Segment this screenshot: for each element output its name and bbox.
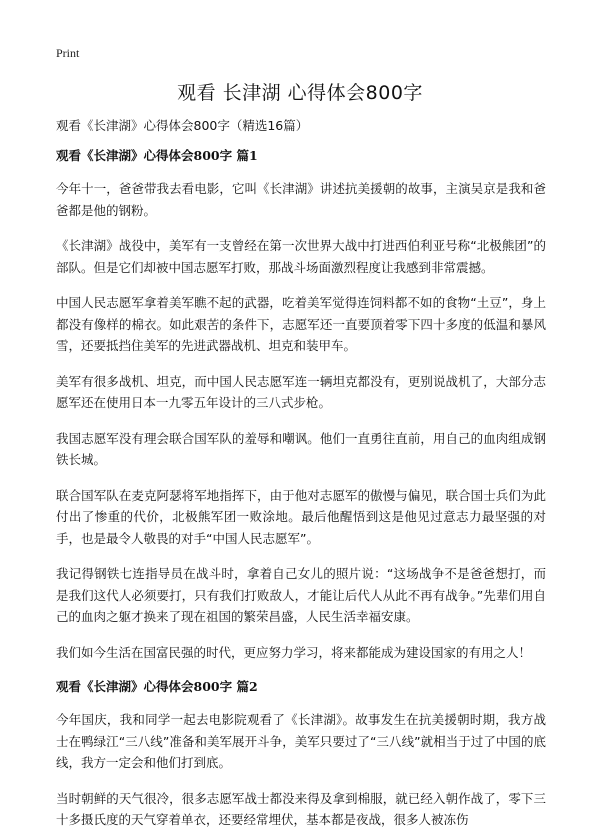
paragraph: 中国人民志愿军拿着美军瞧不起的武器，吃着美军觉得连饲料都不如的食物“土豆”，身上都没有像样的棉衣。如此艰苦的条件下，志愿军还一直要顶着零下四十多度的低温和暴风雪，还要抵挡住美军的先进武器战机、坦克和装甲车。 <box>56 295 546 353</box>
paragraph: 我记得钢铁七连指导员在战斗时，拿着自己女儿的照片说：“这场战争不是爸爸想打，而是我们这代人必须要打，只有我们打败敌人，才能让后代人从此不再有战争。”先辈们用自己的血肉之躯才换来了现在祖国的繁荣昌盛，人民生活幸福安康。 <box>56 566 546 624</box>
paragraph: 当时朝鲜的天气很冷，很多志愿军战士都没来得及拿到棉服，就已经入朝作战了，零下三十多摄氏度的天气穿着单衣，还要经常埋伏，基本都是夜战，很多人被冻伤 <box>56 790 546 827</box>
document-subtitle: 观看《长津湖》心得体会800字（精选16篇） <box>56 118 309 133</box>
section-heading-1: 观看《长津湖》心得体会800字 篇1 <box>56 148 258 163</box>
page-title: 观看 长津湖 心得体会800字 <box>177 82 423 104</box>
section-heading-2: 观看《长津湖》心得体会800字 篇2 <box>56 679 258 694</box>
paragraph: 我国志愿军没有理会联合国军队的羞辱和嘲讽。他们一直勇往直前，用自己的血肉组成钢铁长城。 <box>56 430 546 467</box>
paragraph: 联合国军队在麦克阿瑟将军地指挥下，由于他对志愿军的傲慢与偏见，联合国士兵们为此付出了惨重的代价，北极熊军团一败涂地。最后他醒悟到这是他见过意志力最坚强的对手，也是最令人敬畏的对手“中国人民志愿军”。 <box>56 487 546 546</box>
paragraph: 今年国庆，我和同学一起去电影院观看了《长津湖》。故事发生在抗美援朝时期，我方战士在鸭绿江“三八线”准备和美军展开斗争，美军只要过了“三八线”就相当于过了中国的底线，我方一定会和他们打到底。 <box>56 712 546 770</box>
paragraph: 《长津湖》战役中，美军有一支曾经在第一次世界大战中打进西伯利亚号称“北极熊团”的部队。但是它们却被中国志愿军打败，那战斗场面激烈程度让我感到非常震撼。 <box>56 238 546 275</box>
paragraph: 美军有很多战机、坦克，而中国人民志愿军连一辆坦克都没有，更别说战机了，大部分志愿军还在使用日本一九零五年设计的三八式步枪。 <box>56 373 546 410</box>
document-body <box>56 116 546 828</box>
paragraph: 我们如今生活在国富民强的时代，更应努力学习，将来都能成为建设国家的有用之人！ <box>56 644 532 660</box>
paragraph: 今年十一，爸爸带我去看电影，它叫《长津湖》讲述抗美援朝的故事，主演吴京是我和爸爸都是他的钢粉。 <box>56 181 546 218</box>
print-label[interactable]: Print <box>56 46 80 60</box>
